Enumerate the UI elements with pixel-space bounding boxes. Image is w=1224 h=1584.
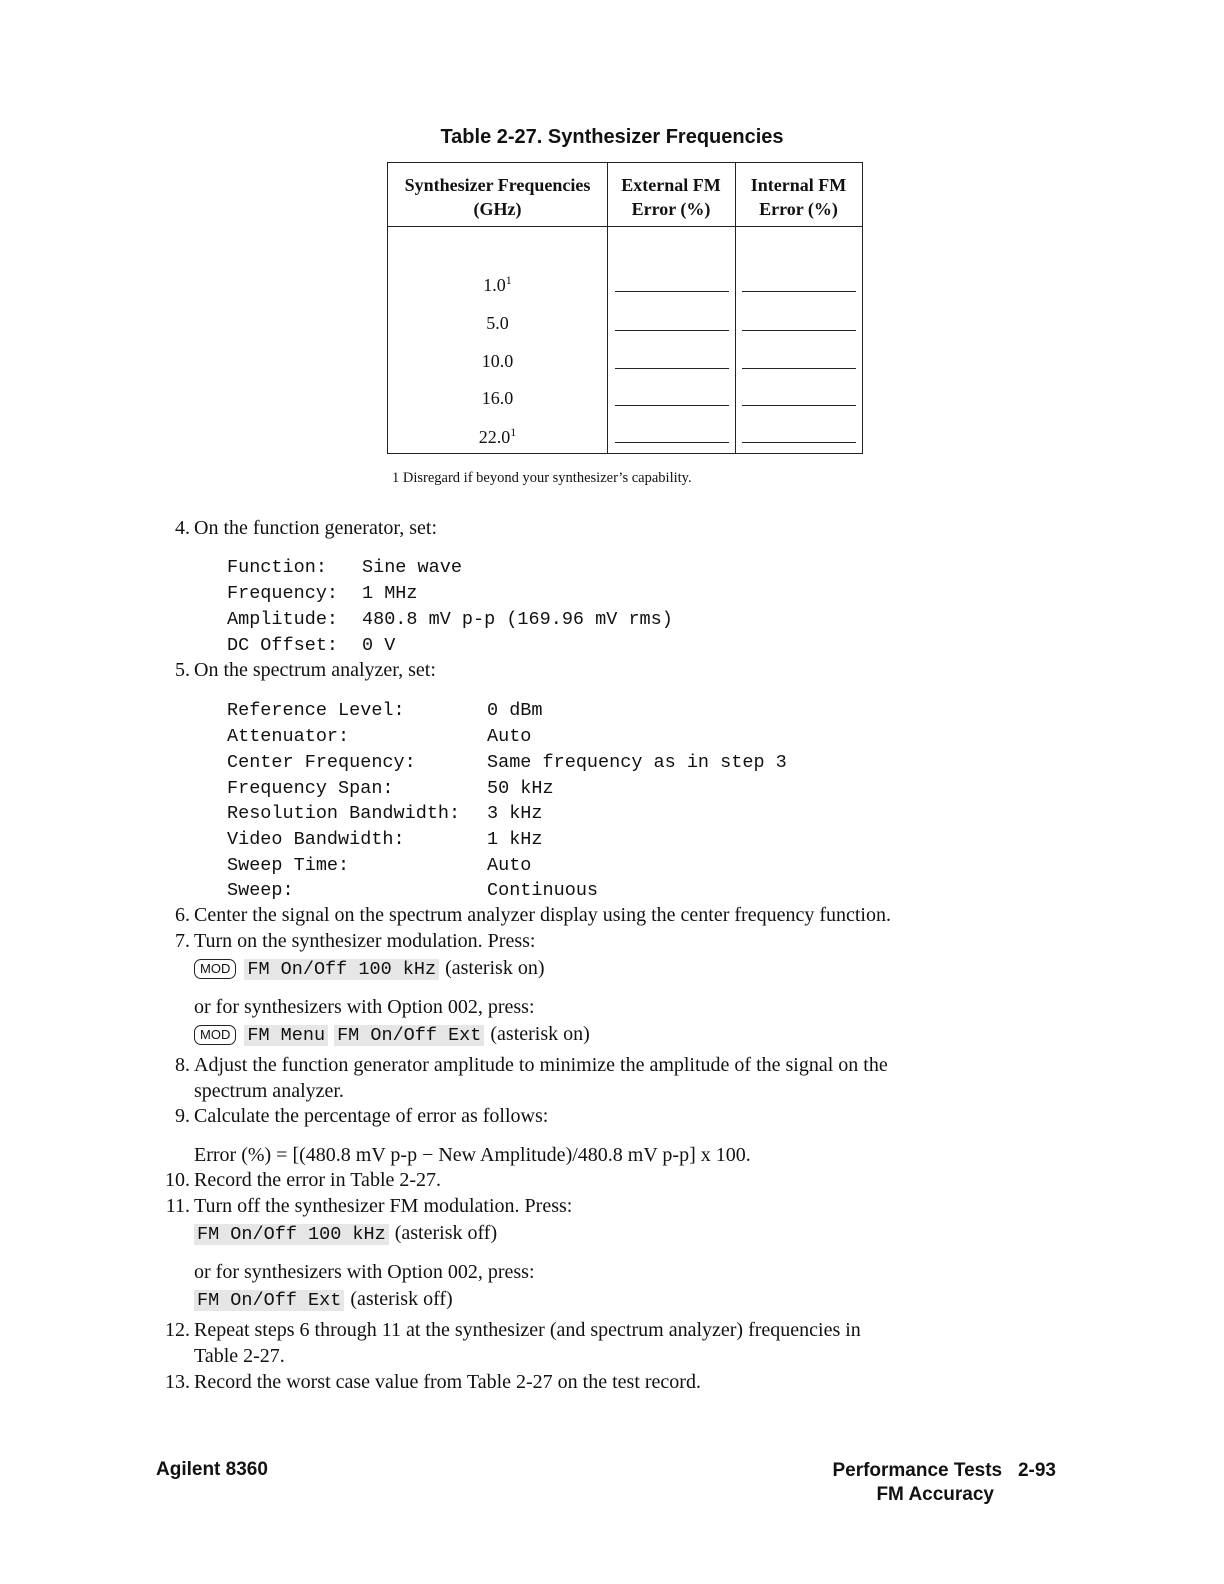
setting-value: Continuous	[487, 880, 599, 901]
external-error-blank[interactable]	[615, 330, 729, 331]
keypress-line	[194, 1023, 590, 1046]
header-divider	[388, 226, 862, 227]
setting-label: Frequency:	[227, 583, 339, 604]
fm-on-off-ext-softkey[interactable]: FM On/Off Ext	[334, 1025, 484, 1046]
frequency-value: 5.0	[486, 313, 509, 333]
setting-label: Reference Level:	[227, 700, 405, 721]
keypress-note: (asterisk off)	[394, 1222, 498, 1244]
step-text: On the spectrum analyzer, set:	[194, 659, 436, 681]
setting-value: Auto	[487, 855, 532, 876]
step-text: Turn on the synthesizer modulation. Press:	[194, 930, 536, 952]
setting-value: Same frequency as in step 3	[487, 752, 787, 773]
external-error-blank[interactable]	[615, 405, 729, 406]
step-alt-text: or for synthesizers with Option 002, press:	[194, 996, 535, 1018]
step-text: On the function generator, set:	[194, 517, 438, 539]
external-error-blank[interactable]	[615, 291, 729, 292]
table-row-frequency	[388, 351, 607, 372]
frequency-value: 22.0	[478, 427, 511, 447]
footer-page-number: 2-93	[1017, 1460, 1056, 1481]
header-external-fm-error	[607, 173, 735, 221]
table-row-frequency	[388, 313, 607, 334]
header-line: (GHz)	[473, 199, 522, 219]
table-row-frequency	[388, 425, 607, 448]
step-number: 12.	[165, 1319, 190, 1341]
mod-hardkey[interactable]: MOD	[194, 1025, 236, 1045]
step-text-continued: spectrum analyzer.	[194, 1080, 344, 1102]
mod-hardkey[interactable]: MOD	[194, 959, 236, 979]
internal-error-blank[interactable]	[742, 405, 856, 406]
setting-value: 1 kHz	[487, 829, 543, 850]
frequency-value: 10.0	[481, 351, 514, 371]
setting-value: 0 dBm	[487, 700, 543, 721]
step-number: 8.	[175, 1054, 190, 1076]
step-number: 11.	[165, 1195, 190, 1217]
footer-section	[818, 1459, 1056, 1507]
table-row-frequency	[388, 388, 607, 409]
setting-label: Sweep:	[227, 880, 294, 901]
setting-value: 480.8 mV p-p (169.96 mV rms)	[362, 609, 673, 630]
step-alt-text: or for synthesizers with Option 002, press:	[194, 1261, 535, 1283]
internal-error-blank[interactable]	[742, 291, 856, 292]
keypress-note: (asterisk on)	[490, 1023, 590, 1045]
footer-section-title: Performance Tests	[832, 1460, 1003, 1481]
step-number: 13.	[165, 1371, 190, 1393]
footnote-marker: 1	[505, 273, 512, 287]
setting-value: Auto	[487, 726, 532, 747]
keypress-line	[194, 1288, 453, 1311]
table-row-frequency	[388, 273, 607, 296]
frequency-value: 16.0	[481, 388, 514, 408]
frequency-value: 1.0	[483, 275, 506, 295]
setting-value: 0 V	[362, 635, 396, 656]
keypress-note: (asterisk off)	[350, 1288, 453, 1310]
header-synth-frequencies	[388, 173, 607, 221]
keypress-line	[194, 1222, 497, 1245]
error-formula: Error (%) = [(480.8 mV p-p − New Amplitude)/480.8 mV p-p] x 100.	[194, 1144, 751, 1166]
internal-error-blank[interactable]	[742, 368, 856, 369]
header-line: Synthesizer Frequencies	[404, 175, 591, 195]
setting-label: Function:	[227, 557, 327, 578]
header-line: External FM	[621, 175, 721, 195]
setting-value: Sine wave	[362, 557, 462, 578]
table-footnote: 1 Disregard if beyond your synthesizer’s capability.	[392, 470, 692, 486]
step-text: Calculate the percentage of error as follows:	[194, 1105, 549, 1127]
step-number: 5.	[175, 659, 190, 681]
step-number: 6.	[175, 904, 190, 926]
external-error-blank[interactable]	[615, 442, 729, 443]
setting-label: DC Offset:	[227, 635, 339, 656]
step-text: Turn off the synthesizer FM modulation. Press:	[194, 1195, 573, 1217]
header-internal-fm-error	[735, 173, 862, 221]
fm-menu-softkey[interactable]: FM Menu	[244, 1025, 328, 1046]
header-line: Internal FM	[750, 175, 847, 195]
step-number: 4.	[175, 517, 190, 539]
internal-error-blank[interactable]	[742, 442, 856, 443]
setting-label: Sweep Time:	[227, 855, 350, 876]
step-number: 10.	[165, 1169, 190, 1191]
step-text: Record the worst case value from Table 2-27 on the test record.	[194, 1371, 701, 1393]
fm-on-off-100khz-softkey[interactable]: FM On/Off 100 kHz	[244, 959, 439, 980]
header-line: Error (%)	[759, 199, 838, 219]
header-line: Error (%)	[631, 199, 711, 219]
synthesizer-frequency-table	[387, 162, 863, 454]
setting-label: Attenuator:	[227, 726, 350, 747]
footer-subsection: FM Accuracy	[876, 1484, 994, 1505]
setting-value: 50 kHz	[487, 778, 554, 799]
step-number: 9.	[175, 1105, 190, 1127]
internal-error-blank[interactable]	[742, 330, 856, 331]
keypress-note: (asterisk on)	[445, 957, 545, 979]
footnote-marker: 1	[510, 425, 517, 439]
step-text: Center the signal on the spectrum analyzer display using the center frequency function.	[194, 904, 891, 926]
footer-product: Agilent 8360	[156, 1459, 268, 1480]
keypress-line	[194, 957, 545, 980]
step-text: Repeat steps 6 through 11 at the synthesizer (and spectrum analyzer) frequencies in	[194, 1319, 861, 1341]
setting-label: Video Bandwidth:	[227, 829, 405, 850]
step-number: 7.	[175, 930, 190, 952]
external-error-blank[interactable]	[615, 368, 729, 369]
fm-on-off-ext-softkey[interactable]: FM On/Off Ext	[194, 1290, 344, 1311]
table-title: Table 2-27. Synthesizer Frequencies	[440, 126, 784, 148]
step-text: Adjust the function generator amplitude to minimize the amplitude of the signal on the	[194, 1054, 888, 1076]
setting-label: Amplitude:	[227, 609, 339, 630]
setting-label: Center Frequency:	[227, 752, 416, 773]
step-text-continued: Table 2-27.	[194, 1345, 285, 1367]
step-text: Record the error in Table 2-27.	[194, 1169, 442, 1191]
fm-on-off-100khz-softkey[interactable]: FM On/Off 100 kHz	[194, 1224, 389, 1245]
setting-value: 3 kHz	[487, 803, 543, 824]
setting-value: 1 MHz	[362, 583, 418, 604]
setting-label: Resolution Bandwidth:	[227, 803, 461, 824]
setting-label: Frequency Span:	[227, 778, 394, 799]
